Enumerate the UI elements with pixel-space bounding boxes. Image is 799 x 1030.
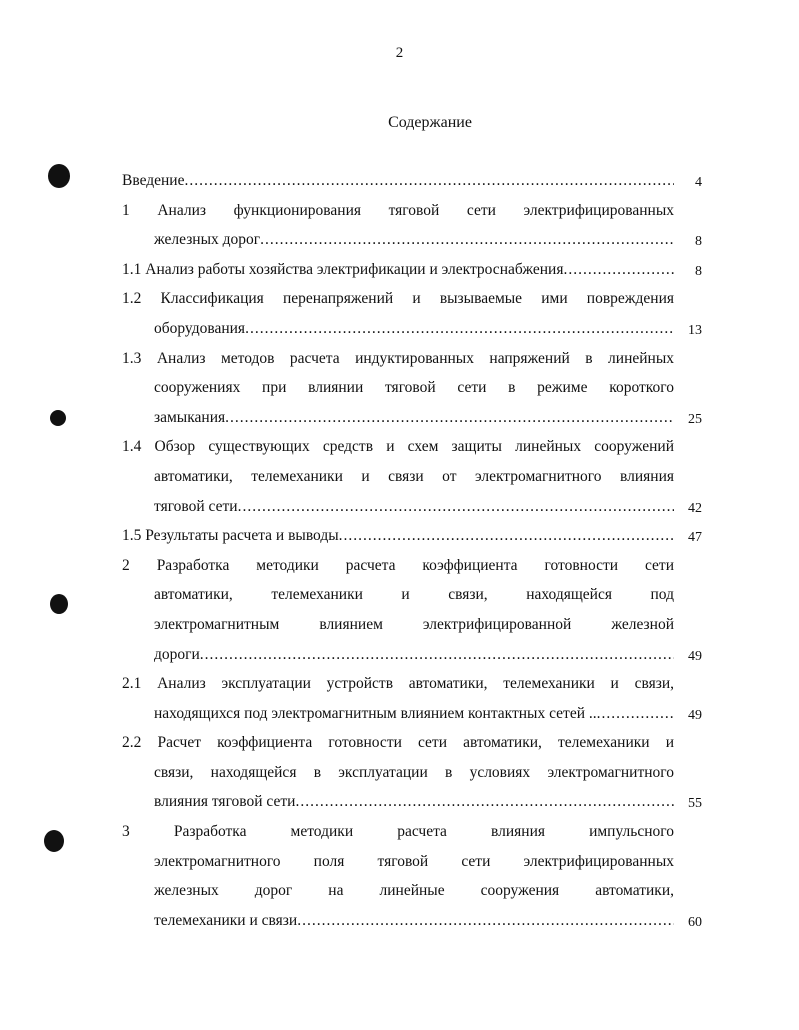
toc-line [122, 492, 674, 522]
toc-line [122, 906, 674, 936]
toc-line-text: замыкания [154, 408, 226, 426]
toc-title: Содержание [388, 114, 472, 131]
toc-line: связи, находящейся в эксплуатации в условиях электромагнитного [154, 763, 674, 781]
toc-page-number: 60 [688, 914, 702, 930]
toc-line [122, 521, 674, 551]
toc-entry [122, 817, 714, 935]
toc-entry [122, 166, 714, 196]
dot-leader [563, 255, 674, 285]
toc-line-text: 1.1 Анализ работы хозяйства электрификации и электроснабжения [122, 260, 564, 278]
toc-entry [122, 344, 714, 433]
toc-page-number: 49 [688, 707, 702, 723]
toc-line-text: телемеханики и связи [154, 911, 298, 929]
dot-leader [597, 699, 674, 729]
dot-leader [225, 403, 674, 433]
toc-line [122, 255, 674, 285]
punch-hole-mark [50, 594, 68, 614]
table-of-contents [122, 166, 714, 935]
toc-page-number: 55 [688, 796, 702, 812]
toc-line [122, 166, 674, 196]
toc-line: 2.1 Анализ эксплуатации устройств автоматики, телемеханики и связи, [122, 675, 674, 693]
toc-entry [122, 196, 714, 255]
toc-page-number: 25 [688, 411, 702, 427]
toc-line: сооружениях при влиянии тяговой сети в режиме короткого [154, 379, 674, 397]
dot-leader [297, 906, 674, 936]
dot-leader [184, 166, 674, 196]
toc-line: 1.3 Анализ методов расчета индуктированных напряжений в линейных [122, 349, 674, 367]
toc-line: 1.2 Классификация перенапряжений и вызываемые ими повреждения [122, 290, 674, 308]
toc-entry [122, 728, 714, 817]
toc-line [122, 640, 674, 670]
dot-leader [245, 314, 674, 344]
toc-line: 3 Разработка методики расчета влияния импульсного [122, 823, 674, 841]
toc-line: электромагнитным влиянием электрифицированной железной [154, 615, 674, 633]
toc-entry [122, 255, 714, 285]
toc-entry [122, 521, 714, 551]
toc-line [122, 699, 674, 729]
dot-leader [295, 787, 674, 817]
toc-entry [122, 551, 714, 669]
toc-line: железных дорог на линейные сооружения автоматики, [154, 882, 674, 900]
toc-line: 2.2 Расчет коэффициента готовности сети автоматики, телемеханики и [122, 734, 674, 752]
toc-line [122, 787, 674, 817]
toc-line-text: оборудования [154, 319, 246, 337]
toc-line-text: дороги [154, 645, 200, 663]
toc-line: 1.4 Обзор существующих средств и схем защиты линейных сооружений [122, 438, 674, 456]
toc-page-number: 4 [695, 175, 702, 190]
dot-leader [339, 521, 674, 551]
dot-leader [260, 225, 674, 255]
punch-hole-mark [44, 830, 64, 852]
toc-line-text: Введение [122, 172, 185, 189]
toc-line: электромагнитного поля тяговой сети электрифицированных [154, 852, 674, 870]
punch-hole-mark [48, 164, 70, 188]
toc-line-text: железных дорог [154, 231, 261, 249]
toc-line: 2 Разработка методики расчета коэффициента готовности сети [122, 556, 674, 574]
page-number: 2 [395, 45, 404, 61]
toc-page-number: 42 [688, 500, 702, 516]
toc-line: 1 Анализ функционирования тяговой сети электрифицированных [122, 201, 674, 219]
toc-page-number: 8 [695, 263, 702, 279]
toc-page-number: 13 [688, 322, 702, 338]
toc-line [122, 314, 674, 344]
toc-line [122, 403, 674, 433]
toc-line-text: 1.5 Результаты расчета и выводы [122, 527, 339, 545]
toc-page-number: 47 [688, 530, 702, 546]
dot-leader [238, 492, 674, 522]
toc-entry [122, 284, 714, 343]
toc-line-text: влияния тяговой сети [154, 793, 296, 811]
toc-entry [122, 432, 714, 521]
toc-page-number: 8 [695, 234, 702, 250]
toc-line [122, 225, 674, 255]
toc-line: автоматики, телемеханики и связи от электромагнитного влияния [154, 467, 674, 485]
toc-entry [122, 669, 714, 728]
punch-hole-mark [50, 410, 66, 426]
dot-leader [200, 640, 674, 670]
toc-line-text: тяговой сети [154, 497, 238, 515]
toc-line-text: находящихся под электромагнитным влиянием контактных сетей .. [154, 704, 597, 722]
toc-line: автоматики, телемеханики и связи, находящейся под [154, 586, 674, 604]
toc-page-number: 49 [688, 648, 702, 664]
